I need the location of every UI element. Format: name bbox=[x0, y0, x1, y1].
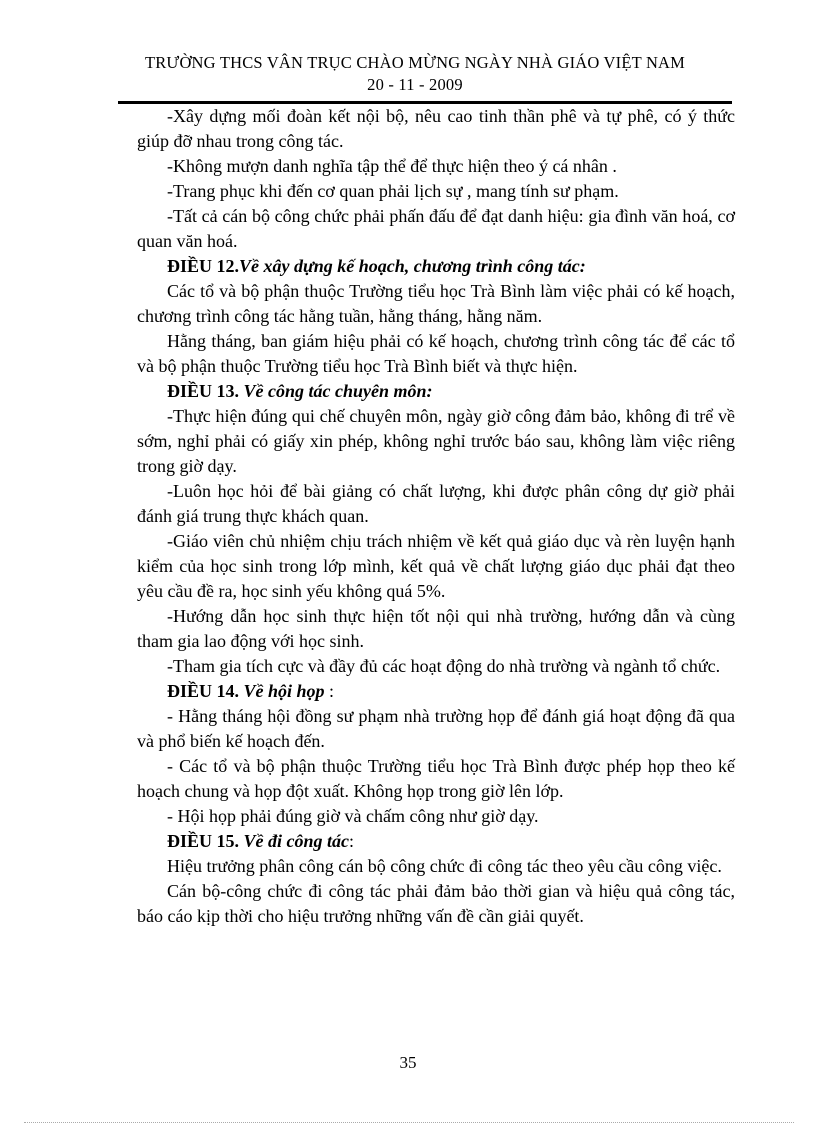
article-heading-13 bbox=[137, 379, 735, 404]
paragraph: -Không mượn danh nghĩa tập thể để thực hiện theo ý cá nhân . bbox=[167, 156, 617, 176]
paragraph: -Luôn học hỏi để bài giảng có chất lượng, khi được phân công dự giờ phải đánh giá trung thực khách quan. bbox=[137, 481, 735, 526]
paragraph: -Hướng dẫn học sinh thực hiện tốt nội qui nhà trường, hướng dẫn và cùng tham gia lao động với học sinh. bbox=[137, 606, 735, 651]
document-body bbox=[137, 104, 735, 929]
article-heading-14 bbox=[137, 679, 735, 704]
article-title-tail: : bbox=[324, 681, 335, 701]
page-header bbox=[100, 52, 730, 96]
paragraph: -Tất cả cán bộ công chức phải phấn đấu để đạt danh hiệu: gia đình văn hoá, cơ quan văn hoá. bbox=[137, 206, 735, 251]
header-date: 20 - 11 - 2009 bbox=[367, 75, 463, 94]
paragraph: -Trang phục khi đến cơ quan phải lịch sự , mang tính sư phạm. bbox=[167, 181, 619, 201]
page-number: 35 bbox=[399, 1053, 417, 1072]
paragraph: - Hằng tháng hội đồng sư phạm nhà trường họp để đánh giá hoạt động đã qua và phổ biến kế hoạch đến. bbox=[137, 706, 735, 751]
paragraph: Các tổ và bộ phận thuộc Trường tiểu học Trà Bình làm việc phải có kế hoạch, chương trình công tác hằng tuần, hằng tháng, hằng năm. bbox=[137, 281, 735, 326]
article-title: Về đi công tác bbox=[243, 831, 350, 851]
paragraph: Cán bộ-công chức đi công tác phải đảm bảo thời gian và hiệu quả công tác, báo cáo kịp thời cho hiệu trưởng những vấn đề cần giải quyết. bbox=[137, 881, 735, 926]
paragraph: - Hội họp phải đúng giờ và chấm công như giờ dạy. bbox=[167, 806, 539, 826]
paragraph: -Xây dựng mối đoàn kết nội bộ, nêu cao tinh thần phê và tự phê, có ý thức giúp đỡ nhau trong công tác. bbox=[137, 106, 735, 151]
article-title: Về xây dựng kế hoạch, chương trình công tác: bbox=[239, 256, 586, 276]
article-title: Về công tác chuyên môn: bbox=[243, 381, 433, 401]
paragraph: - Các tổ và bộ phận thuộc Trường tiểu học Trà Bình được phép họp theo kế hoạch chung và họp đột xuất. Không họp trong giờ lên lớp. bbox=[137, 756, 735, 801]
article-label: ĐIỀU 15. bbox=[167, 831, 240, 851]
article-label: ĐIỀU 14. bbox=[167, 681, 240, 701]
paragraph: Hằng tháng, ban giám hiệu phải có kế hoạch, chương trình công tác để các tổ và bộ phận thuộc Trường tiểu học Trà Bình biết và thực hiện. bbox=[137, 331, 735, 376]
paragraph: -Giáo viên chủ nhiệm chịu trách nhiệm về kết quả giáo dục và rèn luyện hạnh kiểm của học sinh trong lớp mình, kết quả về chất lượng giáo dục phải đạt theo yêu cầu đề ra, học sinh yếu không quá 5%. bbox=[137, 531, 735, 601]
paragraph: -Thực hiện đúng qui chế chuyên môn, ngày giờ công đảm bảo, không đi trể về sớm, nghỉ phải có giấy xin phép, không nghỉ trước báo sau, không làm việc riêng trong giờ dạy. bbox=[137, 406, 735, 476]
article-title-tail: : bbox=[349, 831, 355, 851]
article-label: ĐIỀU 13. bbox=[167, 381, 240, 401]
article-label: ĐIỀU 12. bbox=[167, 256, 240, 276]
article-heading-15 bbox=[137, 829, 735, 854]
header-title: TRƯỜNG THCS VÂN TRỤC CHÀO MỪNG NGÀY NHÀ GIÁO VIỆT NAM bbox=[144, 53, 686, 72]
article-heading-12 bbox=[137, 254, 735, 279]
paragraph: Hiệu trưởng phân công cán bộ công chức đi công tác theo yêu cầu công việc. bbox=[167, 856, 722, 876]
paragraph: -Tham gia tích cực và đầy đủ các hoạt động do nhà trường và ngành tổ chức. bbox=[167, 656, 721, 676]
article-title: Về hội họp bbox=[243, 681, 325, 701]
